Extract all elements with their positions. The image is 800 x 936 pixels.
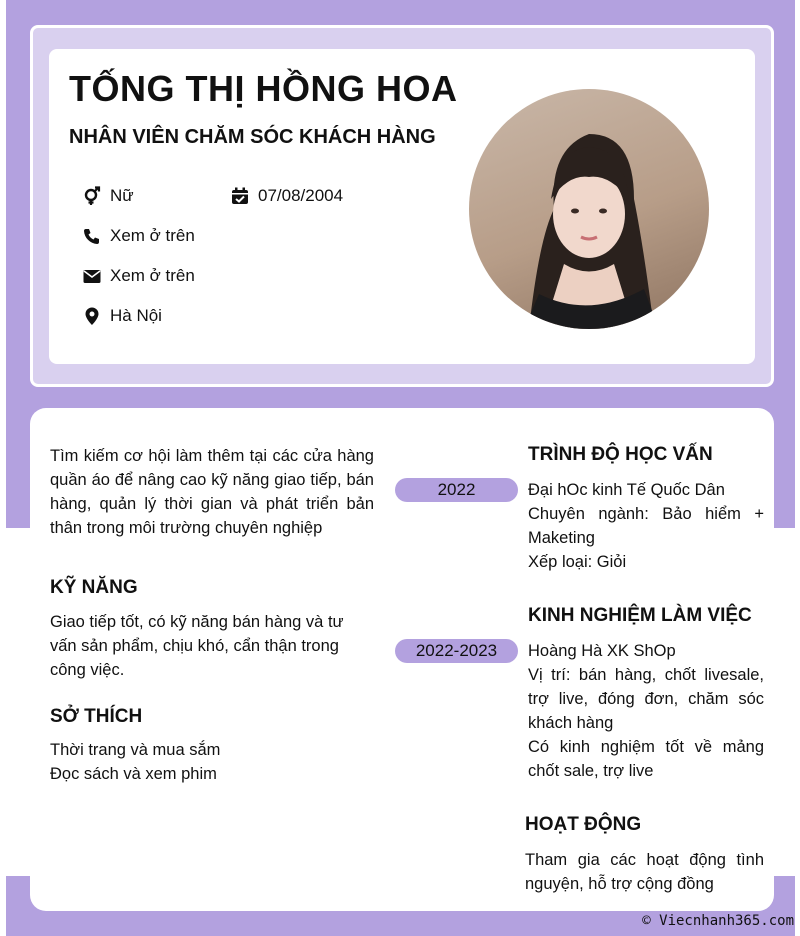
experience-title: KINH NGHIỆM LÀM VIỆC — [528, 605, 752, 626]
experience-company: Hoàng Hà XK ShOp — [528, 642, 676, 660]
experience-role: Vị trí: bán hàng, chốt livesale, trợ live, đóng đơn, chăm sóc khách hàng — [528, 666, 764, 732]
activities-title: HOẠT ĐỘNG — [525, 814, 642, 835]
address-row — [82, 306, 162, 326]
phone-value: Xem ở trên — [110, 226, 195, 245]
skills-title: KỸ NĂNG — [50, 577, 138, 598]
career-objective: Tìm kiếm cơ hội làm thêm tại các cửa hàng quần áo để nâng cao kỹ năng giao tiếp, bán hàng, quản lý thời gian và phát triển bản thân trong môi trường chuyên nghiệp — [50, 447, 374, 537]
activities-text: Tham gia các hoạt động tình nguyện, hỗ trợ cộng đồng — [525, 851, 764, 893]
profile-photo — [469, 89, 709, 329]
education-year-badge: 2022 — [395, 478, 518, 502]
full-name: TỐNG THỊ HỒNG HOA — [69, 68, 458, 109]
gender-value: Nữ — [110, 186, 134, 205]
skills-text: Giao tiếp tốt, có kỹ năng bán hàng và tư vấn sản phẩm, chịu khó, cẩn thận trong công việc. — [50, 613, 344, 679]
birthdate-value: 07/08/2004 — [258, 186, 344, 205]
gender-icon — [82, 186, 102, 206]
location-icon — [82, 306, 102, 326]
hobby-item: Đọc sách và xem phim — [50, 765, 217, 783]
email-value: Xem ở trên — [110, 266, 195, 285]
hobby-item: Thời trang và mua sắm — [50, 741, 221, 759]
education-major: Chuyên ngành: Bảo hiểm + Maketing — [528, 505, 764, 547]
email-icon — [82, 266, 102, 286]
footer-credit: © Viecnhanh365.com — [642, 913, 794, 929]
calendar-icon — [230, 186, 250, 206]
experience-note: Có kinh nghiệm tốt về mảng chốt sale, trợ live — [528, 738, 764, 780]
email-row — [82, 266, 195, 286]
education-grade: Xếp loại: Giỏi — [528, 553, 627, 571]
education-school: Đại hOc kinh Tế Quốc Dân — [528, 481, 725, 499]
address-value: Hà Nội — [110, 306, 162, 325]
hobbies-title: SỞ THÍCH — [50, 706, 143, 727]
phone-icon — [82, 226, 102, 246]
experience-period-badge: 2022-2023 — [395, 639, 518, 663]
education-title: TRÌNH ĐỘ HỌC VẤN — [528, 444, 713, 465]
gender-row — [82, 186, 134, 206]
birthdate-row — [230, 186, 343, 206]
phone-row — [82, 226, 195, 246]
job-title: NHÂN VIÊN CHĂM SÓC KHÁCH HÀNG — [69, 126, 436, 148]
